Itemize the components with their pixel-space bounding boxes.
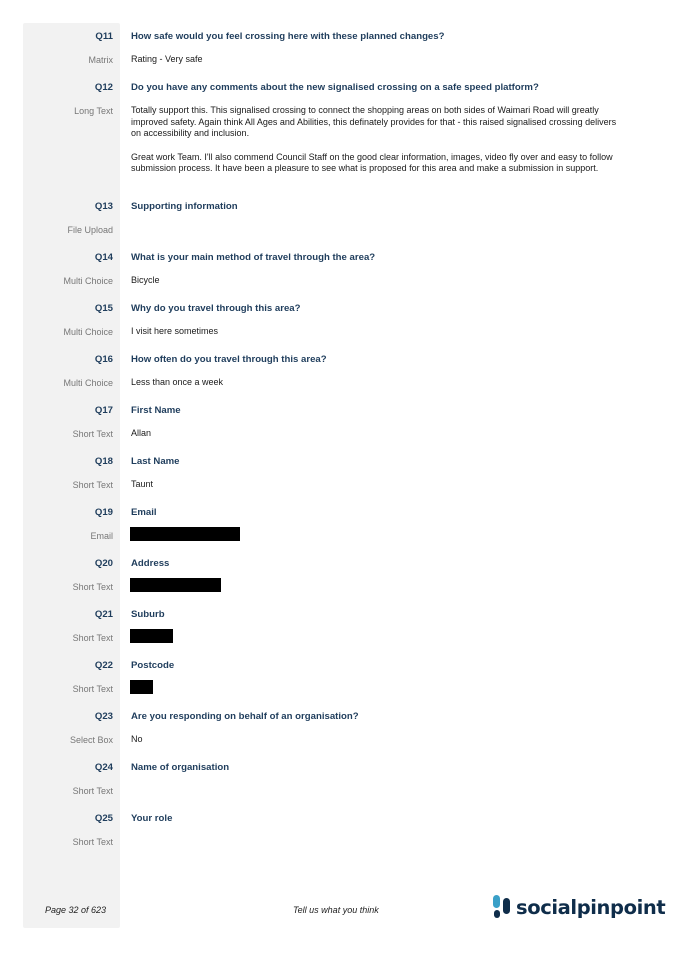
- question-text: Name of organisation: [131, 762, 230, 773]
- page-number: Page 32 of 623: [45, 905, 107, 915]
- question-text: Are you responding on behalf of an organisation?: [131, 711, 359, 722]
- question-text: What is your main method of travel through the area?: [131, 252, 376, 263]
- question-number: Q13: [94, 201, 113, 212]
- question-text: Your role: [131, 813, 173, 824]
- redacted-answer: [130, 629, 173, 643]
- pinpoint-logo-icon: [492, 894, 512, 920]
- answer-text: [131, 105, 626, 175]
- answer-text: Bicycle: [131, 275, 160, 285]
- question-text: Address: [131, 558, 170, 569]
- question-text: Suburb: [131, 609, 165, 620]
- question-number: Q23: [94, 711, 113, 722]
- answer-text: I visit here sometimes: [131, 326, 219, 336]
- question-text: How often do you travel through this area?: [131, 354, 327, 365]
- answer-paragraph: Great work Team. I'll also commend Council Staff on the good clear information, images, video fly over and easy to follow submission process. It have been a pleasure to see what is proposed for this area and make a submission in support.: [131, 151, 613, 173]
- question-type: Long Text: [74, 106, 113, 116]
- answer-text: Allan: [131, 428, 152, 438]
- socialpinpoint-logo: [492, 894, 665, 920]
- question-number: Q22: [94, 660, 113, 671]
- answer-text: Less than once a week: [131, 377, 224, 387]
- question-text: Postcode: [131, 660, 175, 671]
- question-type: Multi Choice: [63, 327, 113, 337]
- question-number: Q20: [94, 558, 113, 569]
- question-number: Q18: [94, 456, 113, 467]
- logo-wordmark: socialpinpoint: [516, 895, 666, 919]
- question-text: Do you have any comments about the new signalised crossing on a safe speed platform?: [131, 82, 539, 93]
- redacted-answer: [130, 527, 240, 541]
- question-number: Q24: [94, 762, 113, 773]
- question-text: Why do you travel through this area?: [131, 303, 301, 314]
- question-text: How safe would you feel crossing here with these planned changes?: [131, 31, 445, 42]
- document-title: Tell us what you think: [293, 905, 379, 915]
- question-text: Email: [131, 507, 157, 518]
- question-number: Q19: [94, 507, 113, 518]
- question-text: Last Name: [131, 456, 180, 467]
- answer-text: Rating - Very safe: [131, 54, 203, 64]
- question-type: Multi Choice: [63, 378, 113, 388]
- question-type: Select Box: [69, 735, 113, 745]
- question-type: Short Text: [72, 633, 113, 643]
- question-type: File Upload: [67, 225, 113, 235]
- question-text: Supporting information: [131, 201, 238, 212]
- question-type: Email: [90, 531, 113, 541]
- answer-text: Taunt: [131, 479, 154, 489]
- question-type: Short Text: [72, 684, 113, 694]
- question-number: Q15: [94, 303, 113, 314]
- answer-text: No: [131, 734, 143, 744]
- question-type: Matrix: [88, 55, 113, 65]
- question-type: Short Text: [72, 429, 113, 439]
- question-number: Q25: [94, 813, 113, 824]
- question-number: Q17: [94, 405, 113, 416]
- question-type: Short Text: [72, 837, 113, 847]
- question-text: First Name: [131, 405, 181, 416]
- question-number: Q11: [95, 31, 113, 42]
- question-type: Short Text: [72, 786, 113, 796]
- answer-paragraph: Totally support this. This signalised crossing to connect the shopping areas on both sides of Waimari Road will greatly improved safety. Again think All Ages and Abilities, this definately provides for that - this raised signalised crossing delivers on accessibility and inclusion.: [131, 105, 617, 138]
- question-number: Q16: [94, 354, 113, 365]
- question-type: Short Text: [72, 480, 113, 490]
- question-type: Short Text: [72, 582, 113, 592]
- redacted-answer: [130, 680, 153, 694]
- question-number: Q21: [94, 609, 113, 620]
- redacted-answer: [130, 578, 221, 592]
- question-number: Q14: [94, 252, 113, 263]
- question-type: Multi Choice: [63, 276, 113, 286]
- question-number: Q12: [94, 82, 113, 93]
